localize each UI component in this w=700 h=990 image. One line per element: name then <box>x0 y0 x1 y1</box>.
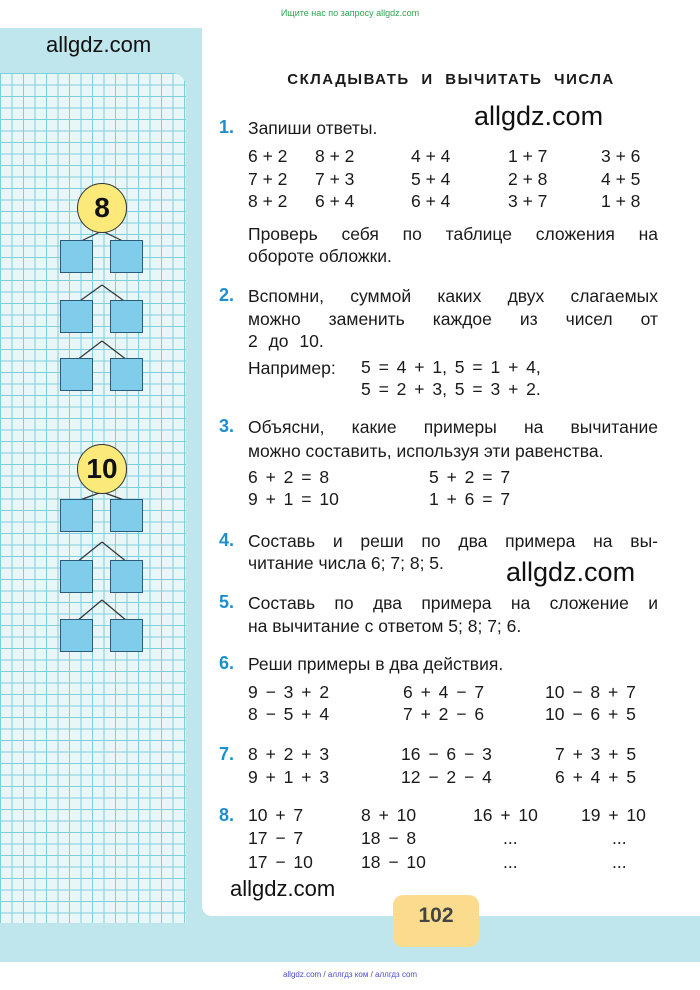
header-note: Ищите нас по запросу allgdz.com <box>280 8 420 18</box>
equation: 6 + 2 = 8 <box>248 467 330 487</box>
example: 6 + 2 <box>248 146 288 166</box>
example: 7 + 2 − 6 <box>403 704 485 724</box>
footer-link[interactable]: allgdz.com <box>282 970 322 979</box>
answer-box[interactable] <box>110 358 143 391</box>
example: 10 − 8 + 7 <box>545 682 636 702</box>
brand-watermark: allgdz.com <box>46 32 152 57</box>
task-text: Составь по два примера на сложение и <box>248 593 658 613</box>
footer-separator: / <box>370 970 373 979</box>
example-label: Например: <box>248 358 336 378</box>
ellipsis: ... <box>503 852 518 872</box>
tree-top-number: 10 <box>77 444 127 494</box>
task-number: 8. <box>219 805 235 825</box>
example: 8 + 10 <box>361 805 417 825</box>
task-number: 2. <box>219 285 235 305</box>
footer <box>0 970 700 979</box>
task-text: читание числа 6; 7; 8; 5. <box>248 553 444 573</box>
example: 8 − 5 + 4 <box>248 704 330 724</box>
example: 3 + 6 <box>601 146 641 166</box>
example: 16 − 6 − 3 <box>401 744 492 764</box>
task-text: Составь и реши по два примера на вы- <box>248 531 658 551</box>
answer-box[interactable] <box>110 499 143 532</box>
task-number: 1. <box>219 117 235 137</box>
task-number: 3. <box>219 416 235 436</box>
example: 7 + 2 <box>248 169 288 189</box>
task-text: на вычитание с ответом 5; 8; 7; 6. <box>248 616 522 636</box>
example: 6 + 4 − 7 <box>403 682 485 702</box>
equation: 9 + 1 = 10 <box>248 489 339 509</box>
equation: 5 + 2 = 7 <box>429 467 511 487</box>
footer-separator: / <box>323 970 326 979</box>
example: 10 − 6 + 5 <box>545 704 636 724</box>
task-text: можно заменить каждое из чисел от <box>248 309 658 329</box>
example: 4 + 4 <box>411 146 451 166</box>
example: 16 + 10 <box>473 805 538 825</box>
example: 5 = 2 + 3, 5 = 3 + 2. <box>361 379 541 399</box>
example: 5 = 4 + 1, 5 = 1 + 4, <box>361 357 541 377</box>
task-number: 5. <box>219 592 235 612</box>
example: 4 + 5 <box>601 169 641 189</box>
answer-box[interactable] <box>60 560 93 593</box>
footer-link-alt1[interactable]: аллгдз ком <box>327 970 369 979</box>
number-tree-10 <box>55 444 155 656</box>
example: 1 + 8 <box>601 191 641 211</box>
example: 9 + 1 + 3 <box>248 767 330 787</box>
task-text: обороте обложки. <box>248 246 392 266</box>
example: 8 + 2 <box>248 191 288 211</box>
task-number: 6. <box>219 653 235 673</box>
example: 7 + 3 + 5 <box>555 744 637 764</box>
task-text: Объясни, какие примеры на вычитание <box>248 417 658 437</box>
watermark: allgdz.com <box>474 101 604 131</box>
example: 18 − 8 <box>361 828 417 848</box>
example: 17 − 10 <box>248 852 313 872</box>
answer-box[interactable] <box>60 499 93 532</box>
answer-box[interactable] <box>110 300 143 333</box>
equation: 1 + 6 = 7 <box>429 489 511 509</box>
example: 7 + 3 <box>315 169 355 189</box>
example: 17 − 7 <box>248 828 304 848</box>
ellipsis: ... <box>612 828 627 848</box>
answer-box[interactable] <box>110 619 143 652</box>
task-text: Запиши ответы. <box>248 118 378 138</box>
example: 6 + 4 <box>315 191 355 211</box>
example: 6 + 4 <box>411 191 451 211</box>
answer-box[interactable] <box>60 358 93 391</box>
task-number: 7. <box>219 744 235 764</box>
number-tree-8 <box>55 183 155 393</box>
page-title: СКЛАДЫВАТЬ И ВЫЧИТАТЬ ЧИСЛА <box>287 71 615 88</box>
example: 6 + 4 + 5 <box>555 767 637 787</box>
answer-box[interactable] <box>60 240 93 273</box>
answer-box[interactable] <box>60 619 93 652</box>
answer-box[interactable] <box>60 300 93 333</box>
example: 9 − 3 + 2 <box>248 682 330 702</box>
task-text: Проверь себя по таблице сложения на <box>248 224 658 244</box>
example: 8 + 2 + 3 <box>248 744 330 764</box>
task-text: можно составить, используя эти равенства. <box>248 441 604 461</box>
tree-top-number: 8 <box>77 183 127 233</box>
example: 8 + 2 <box>315 146 355 166</box>
example: 2 + 8 <box>508 169 548 189</box>
example: 5 + 4 <box>411 169 451 189</box>
task-text: Реши примеры в два действия. <box>248 654 504 674</box>
example: 12 − 2 − 4 <box>401 767 492 787</box>
example: 3 + 7 <box>508 191 548 211</box>
example: 10 + 7 <box>248 805 304 825</box>
ellipsis: ... <box>503 828 518 848</box>
watermark: allgdz.com <box>506 557 636 587</box>
example: 1 + 7 <box>508 146 548 166</box>
example: 19 + 10 <box>581 805 646 825</box>
footer-link-alt2[interactable]: аллгдз com <box>375 970 418 979</box>
task-number: 4. <box>219 530 235 550</box>
example: 18 − 10 <box>361 852 426 872</box>
answer-box[interactable] <box>110 560 143 593</box>
watermark: allgdz.com <box>230 876 336 901</box>
page-number: 102 <box>393 895 479 947</box>
task-text: Вспомни, суммой каких двух слагаемых <box>248 286 658 306</box>
answer-box[interactable] <box>110 240 143 273</box>
task-text: 2 до 10. <box>248 331 324 351</box>
ellipsis: ... <box>612 852 627 872</box>
